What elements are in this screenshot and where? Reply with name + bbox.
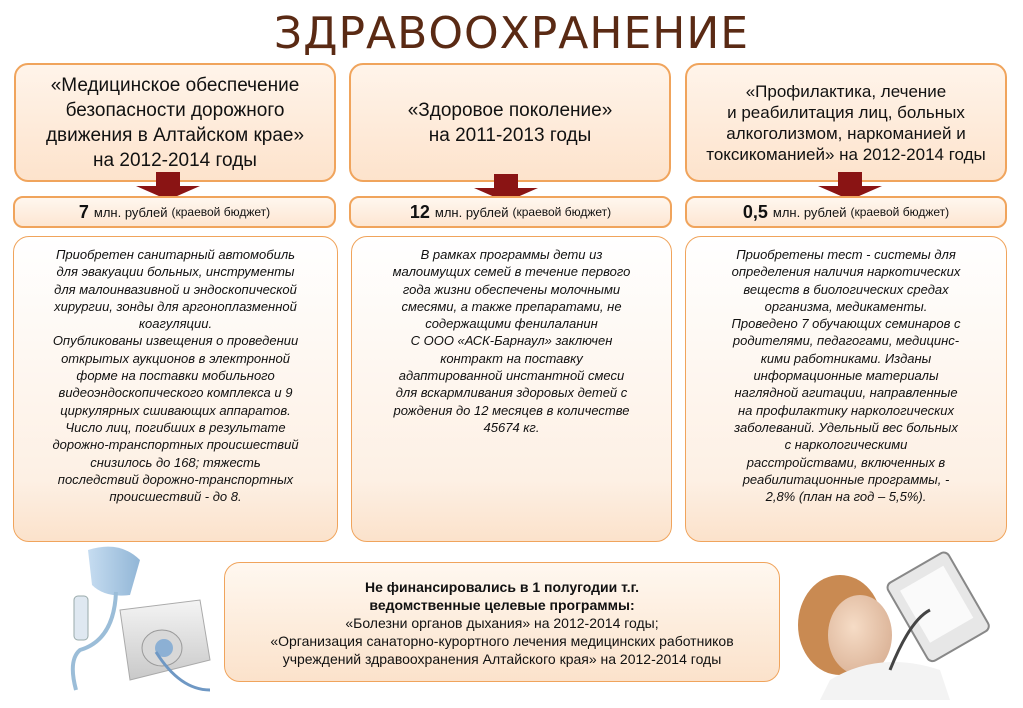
nebulizer-image [60,540,220,700]
budget-value: 7 [78,201,89,222]
program-header-3 [685,63,1007,182]
budget-unit: млн. рублей [93,204,168,220]
unfunded-heading: Не финансировались в 1 полугодии т.г. [365,579,639,595]
program-header-2 [349,63,671,182]
budget-source: (краевой бюджет) [171,205,271,219]
program-description-3: Приобретены тест - системы для определения наличия наркотических веществ в биологических средах организма, медикаменты. Проведено 7 обучающих семинаров с родителями, педагогами, медицинс- кими работниками. Изданы информационные материалы наглядной агитации, направленные на профилактику наркологических заболеваний. Удельный вес больных с наркологическими расстройствами, включенных в реабилитационные программы, - 2,8% (план на год – 5,5%). [685,236,1007,542]
doctor-image [790,540,990,700]
budget-unit: млн. рублей [434,204,509,220]
unfunded-item-1: «Болезни органов дыхания» на 2012-2014 годы; [345,615,659,631]
budget-unit: млн. рублей [772,204,847,220]
program-header-1 [14,63,336,182]
budget-source: (краевой бюджет) [512,205,612,219]
unfunded-programs-box [224,562,780,682]
unfunded-item-2-cont: учреждений здравоохранения Алтайского края» на 2012-2014 годы [282,651,722,667]
unfunded-item-2: «Организация санаторно-курортного лечения медицинских работников [270,633,734,649]
program-title-2: «Здоровое поколение» на 2011-2013 годы [407,99,613,146]
budget-box-3 [685,196,1007,228]
program-title-3: «Профилактика, лечение и реабилитация лиц, больных алкоголизмом, наркоманией и токсикоманией» на 2012-2014 годы [706,81,986,164]
program-title-1: «Медицинское обеспечение безопасности дорожного движения в Алтайском крае» на 2012-2014 годы [45,74,305,171]
budget-value: 12 [409,201,430,222]
budget-source: (краевой бюджет) [850,205,950,219]
budget-value: 0,5 [742,201,768,222]
program-description-1: Приобретен санитарный автомобиль для эвакуации больных, инструменты для малоинвазивной и эндоскопической хирургии, зонды для аргоноплазменной коагуляции. Опубликованы извещения о проведении открытых аукционов в электронной форме на поставки мобильного видеоэндоскопического комплекса и 9 циркулярных сшивающих аппаратов. Число лиц, погибших в результате дорожно-транспортных происшествий снизилось до 168; тяжесть последствий дорожно-транспортных происшествий - до 8. [13,236,338,542]
page-title: ЗДРАВООХРАНЕНИЕ [273,8,750,59]
budget-box-1 [13,196,336,228]
budget-box-2 [349,196,672,228]
unfunded-subheading: ведомственные целевые программы: [369,597,635,613]
program-description-2: В рамках программы дети из малоимущих семей в течение первого года жизни обеспечены молочными смесями, а также препаратами, не содержащими фенилаланин С ООО «АСК-Барнаул» заключен контракт на поставку адаптированной инстантной смеси для вскармливания здоровых детей с рождения до 12 месяцев в количестве 45674 кг. [351,236,672,542]
